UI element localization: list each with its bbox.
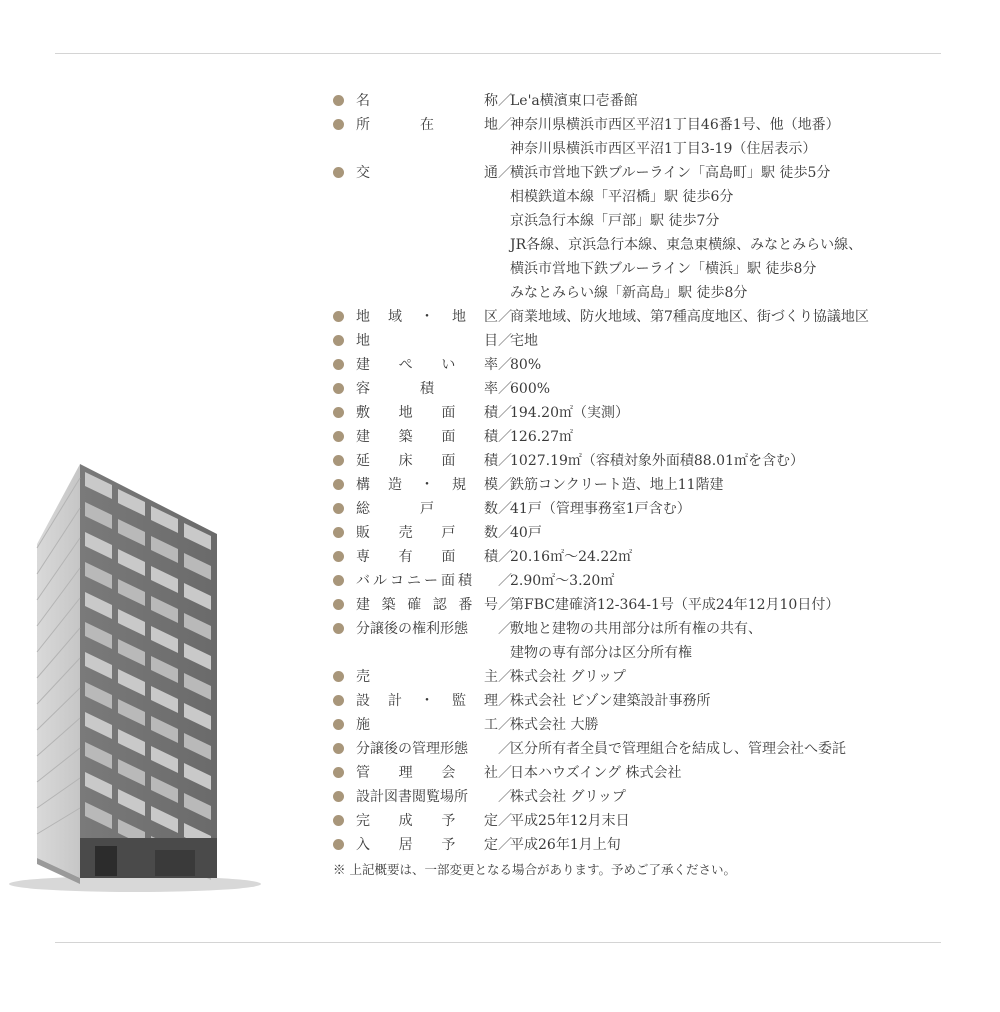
spec-value: 株式会社 グリップ [510, 789, 626, 805]
bullet-icon [333, 335, 344, 346]
spec-label: 建 築 確 認 番 号 [356, 597, 498, 613]
spec-row [333, 473, 953, 497]
spec-label: 地 域 ・ 地 区 [356, 309, 498, 325]
spec-value: 商業地域、防火地域、第7種高度地区、街づくり協議地区 [510, 309, 869, 325]
spec-value: 20.16㎡～24.22㎡ [510, 549, 633, 565]
building-rendering [5, 458, 265, 898]
spec-label: 売 主 [356, 669, 498, 685]
bullet-icon [333, 167, 344, 178]
spec-row [333, 833, 953, 857]
bullet-icon [333, 623, 344, 634]
spec-row [333, 305, 953, 329]
spec-value: 区分所有者全員で管理組合を結成し、管理会社へ委託 [510, 741, 846, 757]
spec-value: 横浜市営地下鉄ブルーライン「横浜」駅 徒歩8分 [510, 261, 817, 277]
spec-label: 管 理 会 社 [356, 765, 498, 781]
spec-value: 鉄筋コンクリート造、地上11階建 [510, 477, 724, 493]
spec-row [333, 161, 953, 305]
separator: ／ [498, 477, 512, 493]
separator: ／ [498, 405, 512, 421]
separator: ／ [498, 837, 512, 853]
spec-label: バルコニー面積 [356, 573, 475, 589]
spec-label: 設計図書閲覧場所 [356, 789, 468, 805]
spec-row [333, 377, 953, 401]
spec-value: 建物の専有部分は区分所有権 [510, 645, 692, 661]
bullet-icon [333, 551, 344, 562]
bullet-icon [333, 95, 344, 106]
spec-row [333, 89, 953, 113]
spec-value: 600% [510, 381, 551, 397]
separator: ／ [498, 741, 512, 757]
spec-row [333, 329, 953, 353]
separator: ／ [498, 309, 512, 325]
spec-label: 所 在 地 [356, 117, 498, 133]
bullet-icon [333, 743, 344, 754]
spec-value: 神奈川県横浜市西区平沼1丁目3-19（住居表示） [510, 141, 817, 157]
separator: ／ [498, 765, 512, 781]
separator: ／ [498, 117, 512, 133]
spec-label: 分譲後の管理形態 [356, 741, 468, 757]
spec-value: Le'a横濱東口壱番館 [510, 93, 638, 109]
spec-row [333, 449, 953, 473]
spec-value: 日本ハウズイング 株式会社 [510, 765, 682, 781]
spec-label: 完 成 予 定 [356, 813, 498, 829]
spec-value: 株式会社 グリップ [510, 669, 626, 685]
spec-label: 交 通 [356, 165, 498, 181]
separator: ／ [498, 381, 512, 397]
property-outline [333, 89, 953, 857]
spec-label: 総 戸 数 [356, 501, 498, 517]
separator: ／ [498, 789, 512, 805]
disclaimer-note: ※ 上記概要は、一部変更となる場合があります。予めご了承ください。 [333, 862, 736, 877]
bullet-icon [333, 431, 344, 442]
bullet-icon [333, 575, 344, 586]
spec-row [333, 113, 953, 161]
spec-label: 施 工 [356, 717, 498, 733]
separator: ／ [498, 717, 512, 733]
separator: ／ [498, 165, 512, 181]
spec-label: 分譲後の権利形態 [356, 621, 468, 637]
separator: ／ [498, 501, 512, 517]
spec-value: 京浜急行本線「戸部」駅 徒歩7分 [510, 213, 720, 229]
spec-row [333, 497, 953, 521]
bullet-icon [333, 671, 344, 682]
spec-row [333, 665, 953, 689]
spec-row [333, 401, 953, 425]
bullet-icon [333, 719, 344, 730]
spec-value: 40戸 [510, 525, 542, 541]
bottom-divider [55, 942, 941, 943]
spec-label: 容 積 率 [356, 381, 498, 397]
bullet-icon [333, 383, 344, 394]
separator: ／ [498, 597, 512, 613]
separator: ／ [498, 333, 512, 349]
bullet-icon [333, 455, 344, 466]
bullet-icon [333, 479, 344, 490]
separator: ／ [498, 549, 512, 565]
spec-value: 平成25年12月末日 [510, 813, 630, 829]
spec-row [333, 425, 953, 449]
spec-value: JR各線、京浜急行本線、東急東横線、みなとみらい線、 [510, 237, 863, 253]
separator: ／ [498, 573, 512, 589]
spec-value: 株式会社 大勝 [510, 717, 599, 733]
spec-label: 敷 地 面 積 [356, 405, 498, 421]
spec-value: 2.90㎡～3.20㎡ [510, 573, 615, 589]
spec-label: 名 称 [356, 93, 498, 109]
spec-label: 延 床 面 積 [356, 453, 498, 469]
bullet-icon [333, 815, 344, 826]
spec-row [333, 593, 953, 617]
separator: ／ [498, 669, 512, 685]
spec-row [333, 737, 953, 761]
spec-value: みなとみらい線「新高島」駅 徒歩8分 [510, 285, 748, 301]
separator: ／ [498, 693, 512, 709]
bullet-icon [333, 767, 344, 778]
spec-row [333, 569, 953, 593]
spec-value: 80% [510, 357, 542, 373]
spec-value: 第FBC建確済12-364-1号（平成24年12月10日付） [510, 597, 840, 613]
spec-row [333, 545, 953, 569]
bullet-icon [333, 839, 344, 850]
spec-value: 41戸（管理事務室1戸含む） [510, 501, 691, 517]
bullet-icon [333, 695, 344, 706]
bullet-icon [333, 527, 344, 538]
bullet-icon [333, 503, 344, 514]
spec-row [333, 617, 953, 665]
spec-value: 株式会社 ビゾン建築設計事務所 [510, 693, 711, 709]
spec-value: 平成26年1月上旬 [510, 837, 621, 853]
top-divider [55, 53, 941, 54]
spec-label: 建 ぺ い 率 [356, 357, 498, 373]
spec-value: 1027.19㎡（容積対象外面積88.01㎡を含む） [510, 453, 804, 469]
bullet-icon [333, 599, 344, 610]
bullet-icon [333, 407, 344, 418]
spec-label: 設 計 ・ 監 理 [356, 693, 498, 709]
bullet-icon [333, 359, 344, 370]
spec-value: 宅地 [510, 333, 538, 349]
spec-label: 建 築 面 積 [356, 429, 498, 445]
spec-value: 横浜市営地下鉄ブルーライン「高島町」駅 徒歩5分 [510, 165, 831, 181]
spec-value: 敷地と建物の共用部分は所有権の共有、 [510, 621, 762, 637]
spec-label: 販 売 戸 数 [356, 525, 498, 541]
spec-label: 専 有 面 積 [356, 549, 498, 565]
spec-value: 126.27㎡ [510, 429, 573, 445]
spec-row [333, 761, 953, 785]
spec-value: 相模鉄道本線「平沼橋」駅 徒歩6分 [510, 189, 734, 205]
separator: ／ [498, 93, 512, 109]
spec-value: 194.20㎡（実測） [510, 405, 629, 421]
spec-row [333, 353, 953, 377]
spec-value: 神奈川県横浜市西区平沼1丁目46番1号、他（地番） [510, 117, 840, 133]
bullet-icon [333, 119, 344, 130]
spec-row [333, 809, 953, 833]
spec-row [333, 713, 953, 737]
separator: ／ [498, 357, 512, 373]
separator: ／ [498, 429, 512, 445]
bullet-icon [333, 791, 344, 802]
spec-label: 構 造 ・ 規 模 [356, 477, 498, 493]
spec-row [333, 521, 953, 545]
separator: ／ [498, 621, 512, 637]
separator: ／ [498, 525, 512, 541]
spec-row [333, 785, 953, 809]
separator: ／ [498, 453, 512, 469]
spec-row [333, 689, 953, 713]
separator: ／ [498, 813, 512, 829]
bullet-icon [333, 311, 344, 322]
spec-label: 地 目 [356, 333, 498, 349]
spec-label: 入 居 予 定 [356, 837, 498, 853]
